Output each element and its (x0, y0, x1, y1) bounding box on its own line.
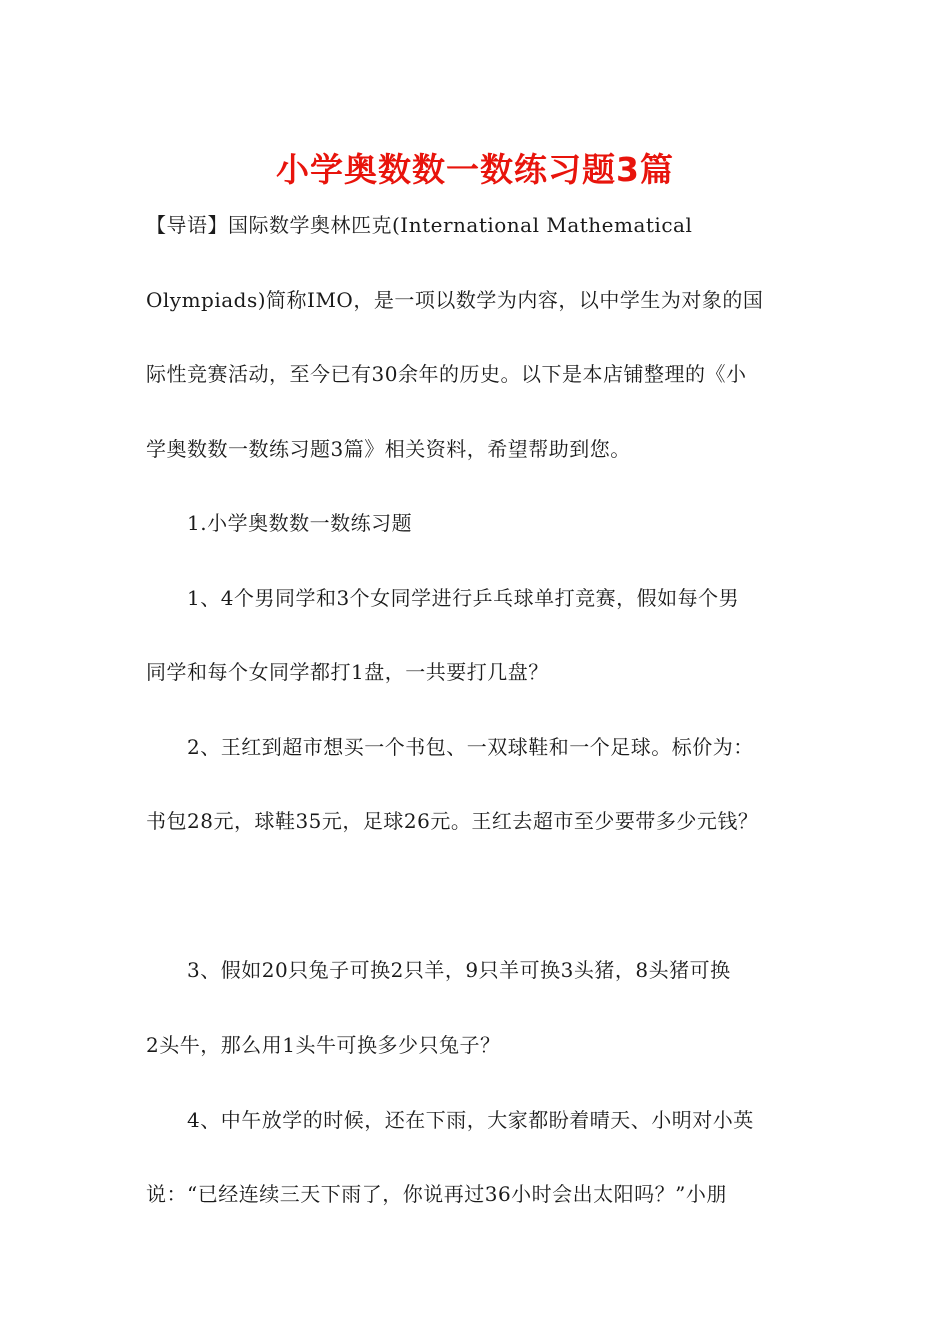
intro-line-2: Olympiads)简称IMO，是一项以数学为内容，以中学生为对象的国 (146, 288, 764, 312)
question-1-line-1: 1、4个男同学和3个女同学进行乒乓球单打竞赛，假如每个男 (187, 586, 740, 610)
question-3-line-1: 3、假如20只兔子可换2只羊，9只羊可换3头猪，8头猪可换 (187, 958, 731, 982)
intro-line-3: 际性竞赛活动，至今已有30余年的历史。以下是本店铺整理的《小 (146, 362, 747, 386)
question-1-line-2: 同学和每个女同学都打1盘，一共要打几盘？ (146, 660, 549, 684)
question-4-line-2: 说：“已经连续三天下雨了，你说再过36小时会出太阳吗？”小朋 (146, 1182, 727, 1206)
question-2-line-1: 2、王红到超市想买一个书包、一双球鞋和一个足球。标价为： (187, 735, 754, 759)
question-2-line-2: 书包28元，球鞋35元，足球26元。王红去超市至少要带多少元钱？ (146, 809, 759, 833)
question-3-line-2: 2头牛，那么用1头牛可换多少只兔子？ (146, 1033, 501, 1057)
document-title: 小学奥数数一数练习题3篇 (276, 150, 674, 189)
intro-line-4: 学奥数数一数练习题3篇》相关资料，希望帮助到您。 (146, 437, 631, 461)
section-heading: 1.小学奥数数一数练习题 (187, 511, 413, 535)
intro-line-1: 【导语】国际数学奥林匹克(International Mathematical (146, 213, 693, 237)
question-4-line-1: 4、中午放学的时候，还在下雨，大家都盼着晴天、小明对小英 (187, 1108, 754, 1132)
